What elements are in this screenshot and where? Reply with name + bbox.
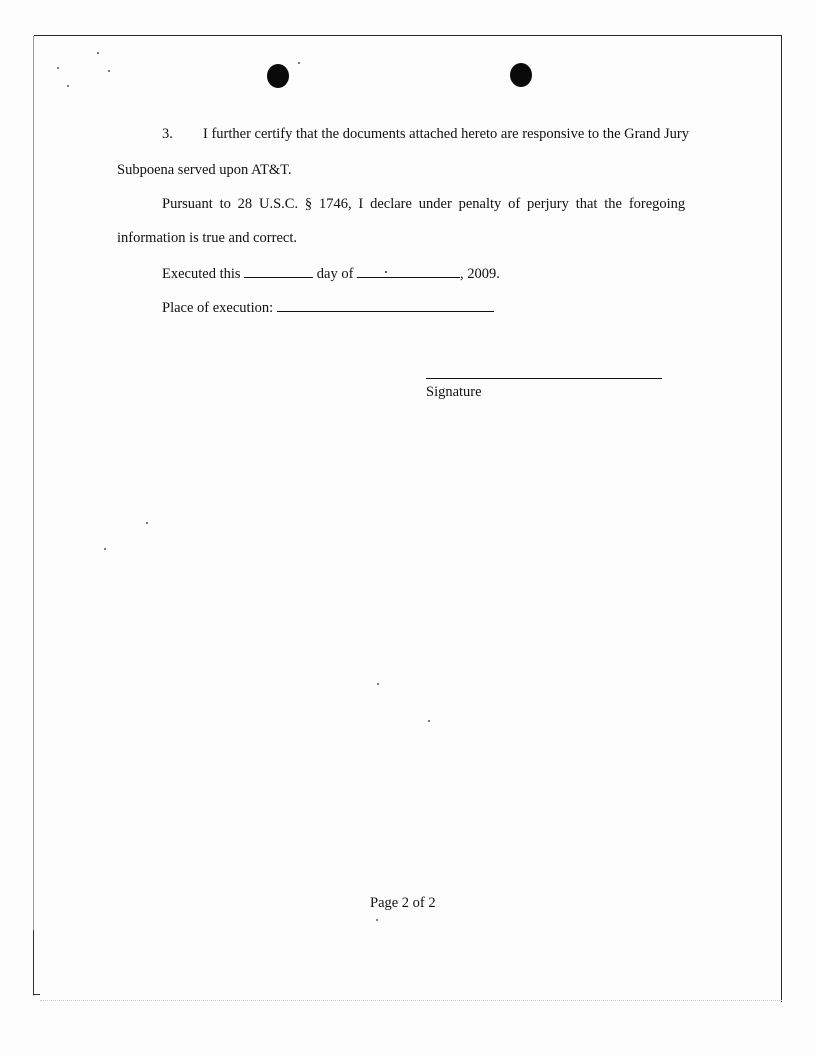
month-blank-field (357, 264, 460, 278)
scan-border-corner (33, 994, 40, 995)
declaration-text-line1: Pursuant to 28 U.S.C. § 1746, I declare under penalty of perjury that the foregoing (162, 196, 686, 212)
scan-speck (376, 919, 378, 921)
scan-border-left (33, 36, 34, 996)
scan-speck (428, 720, 430, 722)
signature-label: Signature (426, 384, 482, 400)
scan-border-top (34, 35, 782, 36)
scan-speck (104, 548, 106, 550)
declaration-text-line2: information is true and correct. (117, 230, 297, 246)
place-label: Place of execution: (162, 300, 274, 316)
execution-date-line (162, 264, 500, 283)
signature-line (426, 378, 662, 379)
execution-suffix: , 2009. (460, 266, 500, 282)
day-blank-field (244, 264, 313, 278)
page-number: Page 2 of 2 (370, 895, 436, 911)
scan-speck (146, 522, 148, 524)
scan-border-left-lower (33, 930, 34, 994)
certification-text-line2: Subpoena served upon AT&T. (117, 162, 292, 178)
execution-middle: day of (316, 266, 354, 282)
place-blank-field (277, 298, 494, 312)
place-of-execution-line (162, 298, 494, 317)
punch-hole-right (510, 63, 532, 87)
scan-speck (377, 683, 379, 685)
scan-border-bottom (40, 1000, 782, 1001)
scan-border-right (781, 36, 782, 1002)
scan-speck (108, 70, 110, 72)
scan-speck (57, 67, 59, 69)
execution-prefix: Executed this (162, 266, 241, 282)
scan-speck (97, 52, 99, 54)
scan-speck (67, 85, 69, 87)
punch-hole-left (267, 64, 289, 88)
paragraph-number: 3. (162, 126, 173, 142)
scan-speck (385, 271, 387, 273)
certification-text-line1: I further certify that the documents attached hereto are responsive to the Grand Jury (203, 126, 689, 142)
scan-speck (298, 62, 300, 64)
